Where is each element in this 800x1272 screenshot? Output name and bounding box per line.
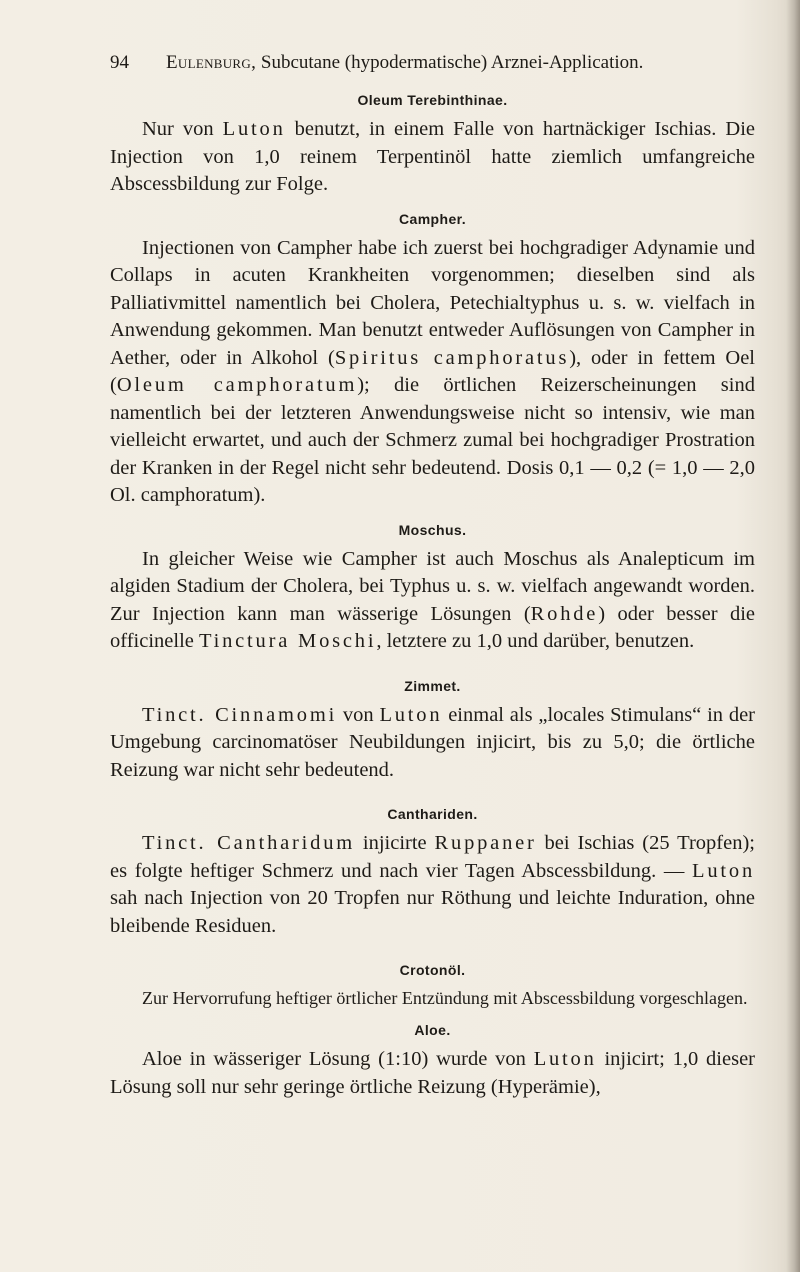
section-heading-moschus: Moschus. [398,521,467,538]
author-name: Luton [379,703,443,726]
drug-name: Oleum camphoratum [116,374,358,396]
section-heading-campher: Campher. [399,210,466,227]
author-name: Luton [222,118,286,140]
section-heading-zimmet: Zimmet. [404,677,461,694]
running-head [110,52,755,74]
section-heading-canthariden: Canthariden. [387,806,478,822]
author-name: Luton [692,859,755,882]
paragraph-moschus: In gleicher Weise wie Campher ist auch Moschus als Analepticum im algiden Stadium der Cholera, bei Typhus u. s. w. vielfach angewandt worden. Zur Injection kann man wässerige Lösungen (Rohde) oder besser die officinelle Tinctura Moschi, letztere zu 1,0 und darüber, benutzen. [110,547,756,652]
section-heading-crotonoel: Crotonöl. [399,962,466,978]
running-head-author: Eulenburg, [166,52,257,73]
drug-name: Tinct. Cantharidum [142,832,355,854]
paragraph-crotonoel: Zur Hervorrufung heftiger örtlicher Entzündung mit Abscessbildung vorgeschlagen. [142,988,748,1008]
drug-name: Tinctura Moschi [199,630,377,652]
page-content [110,52,755,1101]
paragraph-canthariden: Tinct. Cantharidum injicirte Ruppaner bei Ischias (25 Tropfen); es folgte heftiger Schmerz und nach vier Tagen Abscessbildung. — Luton sah nach Injection von 20 Tropfen nur Röthung und leichte Induration, ohne bleibende Residuen. [110,832,755,937]
drug-name: Spiritus camphoratus [334,346,570,369]
page-number: 94 [110,52,129,73]
author-name: Ruppaner [434,832,537,854]
author-name: Luton [533,1048,597,1070]
drug-name: Tinct. Cinnamomi [142,703,338,726]
section-heading-oleum: Oleum Terebinthinae. [357,92,508,108]
paragraph-zimmet: Tinct. Cinnamomi von Luton einmal als „locales Stimulans“ in der Umgebung carcinomatöser Neubildungen injicirt, bis zu 5,0; die örtliche Reizung war nicht sehr bedeutend. [110,703,755,781]
section-heading-aloe: Aloe. [414,1022,451,1038]
paragraph-oleum: Nur von Luton benutzt, in einem Falle von hartnäckiger Ischias. Die Injection von 1,0 reinem Terpentinöl hatte ziemlich umfangreiche Abscessbildung zur Folge. [110,118,756,195]
author-name: Rohde [530,602,599,625]
page-binding-shadow [786,0,800,1272]
running-head-title: Subcutane (hypodermatische) Arznei-Application. [260,52,644,73]
paragraph-campher: Injectionen von Campher habe ich zuerst bei hochgradiger Adynamie und Collaps in acuten Krankheiten vorgenommen; dieselben sind als Palliativmittel namentlich bei Cholera, Petechialtyphus u. s. w. vielfach in Anwendung gekommen. Man benutzt entweder Auflösungen von Campher in Aether, oder in Alkohol (Spiritus camphoratus), oder in fettem Oel (Oleum camphoratum); die örtlichen Reizerscheinungen sind namentlich bei der letzteren Anwendungsweise nicht so intensiv, wie man vielleicht erwartet, und auch der Schmerz zumal bei hochgradiger Prostration der Kranken in der Regel nicht sehr bedeutend. Dosis 0,1 — 0,2 (= 1,0 — 2,0 Ol. camphoratum). [110,236,755,506]
paragraph-aloe: Aloe in wässeriger Lösung (1:10) wurde von Luton injicirt; 1,0 dieser Lösung soll nur sehr geringe örtliche Reizung (Hyperämie), [110,1048,756,1098]
